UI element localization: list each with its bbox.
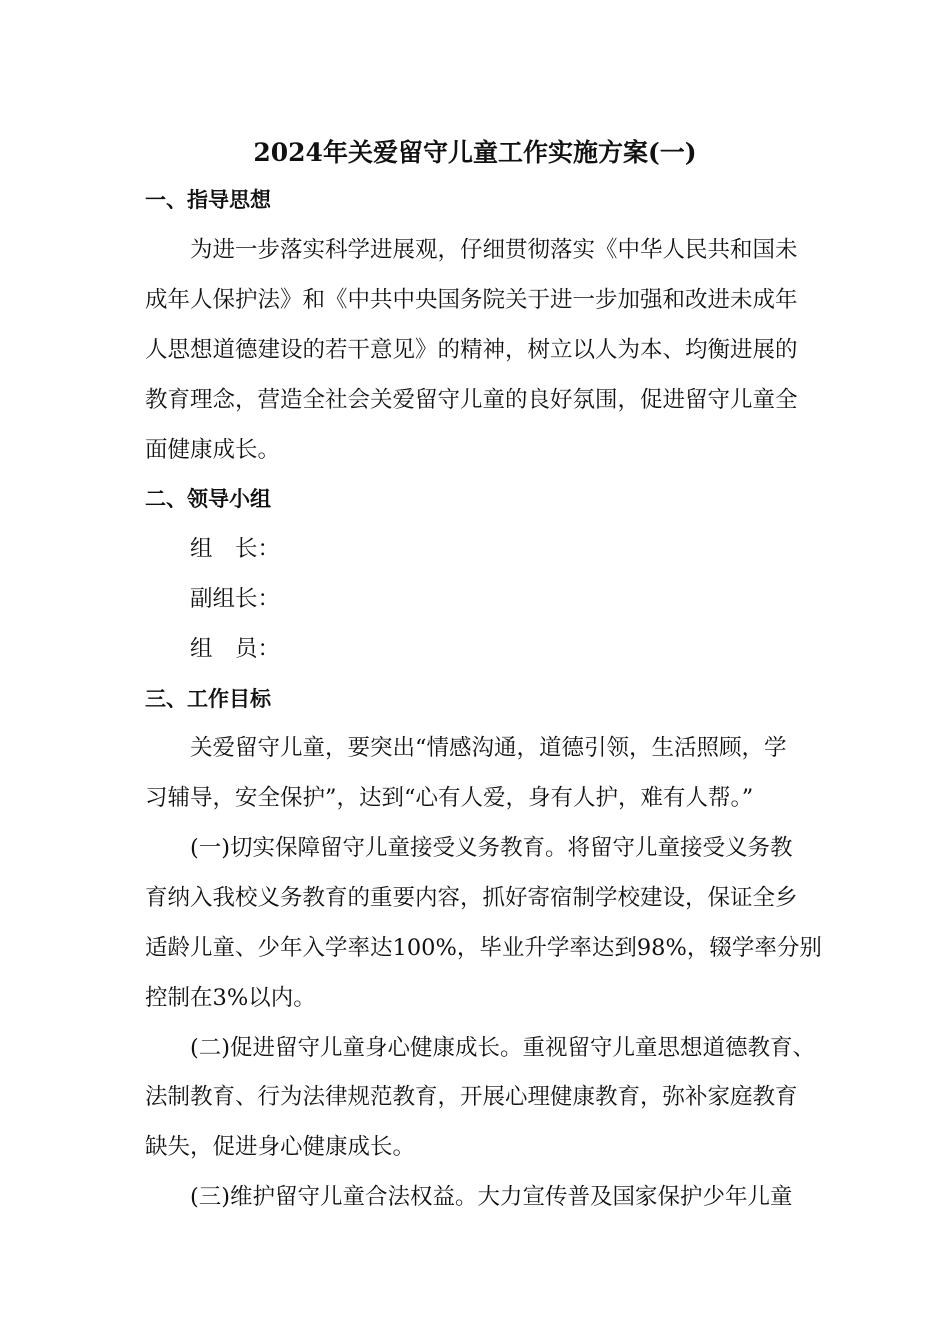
- section-heading-work-goals: 三、工作目标: [145, 686, 271, 711]
- paragraph-line: 习辅导，安全保护”，达到“心有人爱，身有人护，难有人帮。”: [145, 785, 754, 811]
- paragraph-line: 面健康成长。: [145, 437, 281, 463]
- paragraph-line: (一)切实保障留守儿童接受义务教育。将留守儿童接受义务教: [190, 835, 793, 861]
- paragraph-line: (三)维护留守儿童合法权益。大力宣传普及国家保护少年儿童: [190, 1184, 793, 1210]
- roster-leader-label: 组 长：: [190, 536, 281, 562]
- roster-members-label: 组 员：: [190, 636, 281, 662]
- paragraph-line: 人思想道德建设的若干意见》的精神，树立以人为本、均衡进展的: [145, 337, 798, 363]
- paragraph-line: 成年人保护法》和《中共中央国务院关于进一步加强和改进未成年: [145, 287, 798, 313]
- paragraph-line: 教育理念，营造全社会关爱留守儿童的良好氛围，促进留守儿童全: [145, 387, 798, 413]
- paragraph-line: 适龄儿童、少年入学率达100%，毕业升学率达到98%，辍学率分别: [145, 935, 822, 961]
- roster-deputy-leader-label: 副组长：: [190, 586, 281, 612]
- paragraph-line: 育纳入我校义务教育的重要内容，抓好寄宿制学校建设，保证全乡: [145, 885, 798, 911]
- paragraph-line: (二)促进留守儿童身心健康成长。重视留守儿童思想道德教育、: [190, 1035, 816, 1061]
- paragraph-line: 法制教育、行为法律规范教育，开展心理健康教育，弥补家庭教育: [145, 1084, 798, 1110]
- paragraph-line: 缺失，促进身心健康成长。: [145, 1134, 416, 1160]
- paragraph-line: 控制在3%以内。: [145, 985, 316, 1011]
- section-heading-guiding-ideology: 一、指导思想: [145, 187, 271, 212]
- section-heading-leadership-group: 二、领导小组: [145, 486, 271, 511]
- paragraph-line: 关爱留守儿童，要突出“情感沟通，道德引领，生活照顾，学: [190, 735, 787, 761]
- paragraph-line: 为进一步落实科学进展观，仔细贯彻落实《中华人民共和国未: [190, 237, 798, 263]
- document-title: 2024年关爱留守儿童工作实施方案(一): [253, 138, 697, 167]
